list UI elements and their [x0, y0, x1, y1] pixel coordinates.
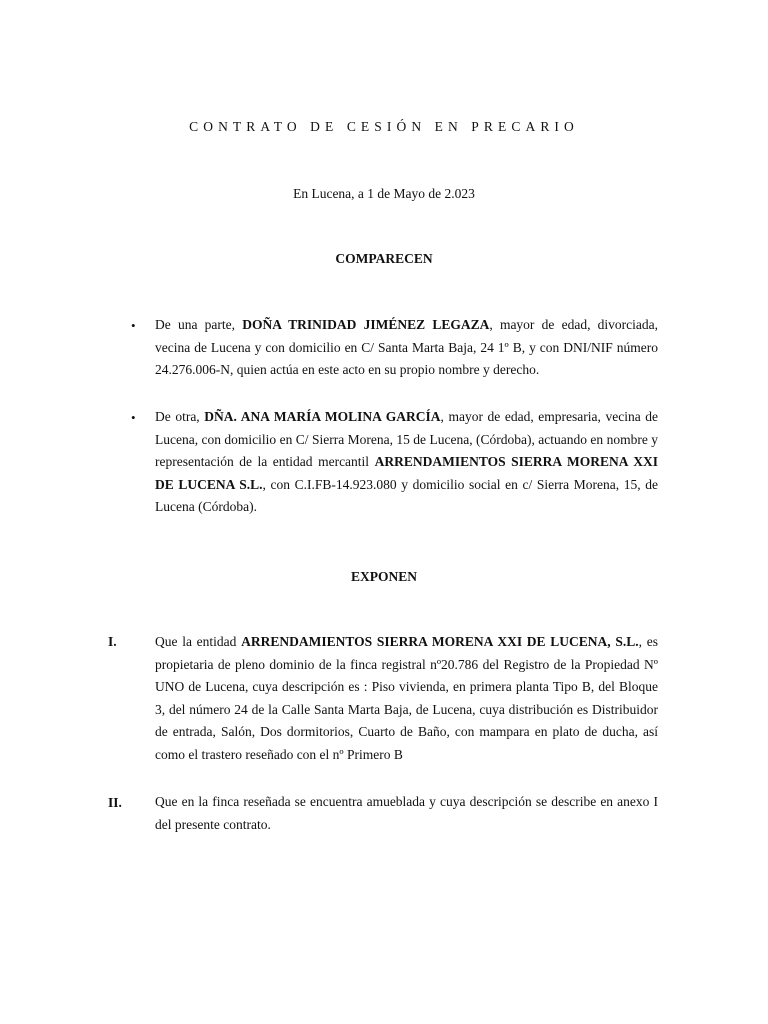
party-2-name: DÑA. ANA MARÍA MOLINA GARCÍA: [204, 409, 441, 424]
party-1-name: DOÑA TRINIDAD JIMÉNEZ LEGAZA: [242, 317, 490, 332]
place-date: En Lucena, a 1 de Mayo de 2.023: [293, 186, 475, 201]
clause-numeral-2: II.: [108, 795, 122, 810]
party-1-prefix: De una parte,: [155, 317, 243, 332]
clause-2-paragraph: Que en la finca reseñada se encuentra amueblada y cuya descripción se describe en anexo I del presente contrato.: [155, 794, 658, 832]
bullet-party-2: •: [131, 410, 136, 425]
section-heading-comparecen: COMPARECEN: [335, 251, 433, 266]
bullet-party-1: •: [131, 318, 136, 333]
clause-1-company: ARRENDAMIENTOS SIERRA MORENA XXI DE LUCENA, S.L.: [241, 634, 639, 649]
contract-title: CONTRATO DE CESIÓN EN PRECARIO: [189, 119, 579, 134]
clause-1-prefix: Que la entidad: [155, 634, 242, 649]
party-1-paragraph: [155, 314, 658, 382]
clause-1-text: , es propietaria de pleno dominio de la finca registral nº20.786 del Registro de la Propiedad Nº UNO de Lucena, cuya descripción es : Piso vivienda, en primera planta Tipo B, del Bloque 3, del número 24 de la Calle Santa Marta Baja, de Lucena, cuya distribución es Distribuidor de entrada, Salón, Dos dormitorios, Cuarto de Baño, con mampara en plato de ducha, así como el trastero reseñado con el nº Primero B: [155, 634, 658, 762]
clause-1-paragraph: [155, 631, 658, 767]
clause-numeral-1: I.: [108, 634, 117, 649]
party-1-text: , mayor de edad, divorciada, vecina de Lucena y con domicilio en C/ Santa Marta Baja, 24 1º B, y con DNI/NIF número 24.276.006-N, quien actúa en este acto en su propio nombre y derecho.: [155, 317, 658, 378]
party-2-text-1: , mayor de edad, empresaria, vecina de Lucena, con domicilio en C/ Sierra Morena, 15 de Lucena, (Córdoba), actuando en nombre y representación de la entidad mercantil: [155, 409, 659, 470]
section-heading-exponen: EXPONEN: [350, 569, 417, 584]
party-2-prefix: De otra,: [155, 409, 205, 424]
party-2-company: ARRENDAMIENTOS SIERRA MORENA XXI DE LUCENA S.L.: [155, 454, 658, 492]
party-2-text-2: , con C.I.FB-14.923.080 y domicilio social en c/ Sierra Morena, 15, de Lucena (Córdoba).: [155, 476, 659, 515]
party-2-paragraph: [155, 406, 658, 519]
